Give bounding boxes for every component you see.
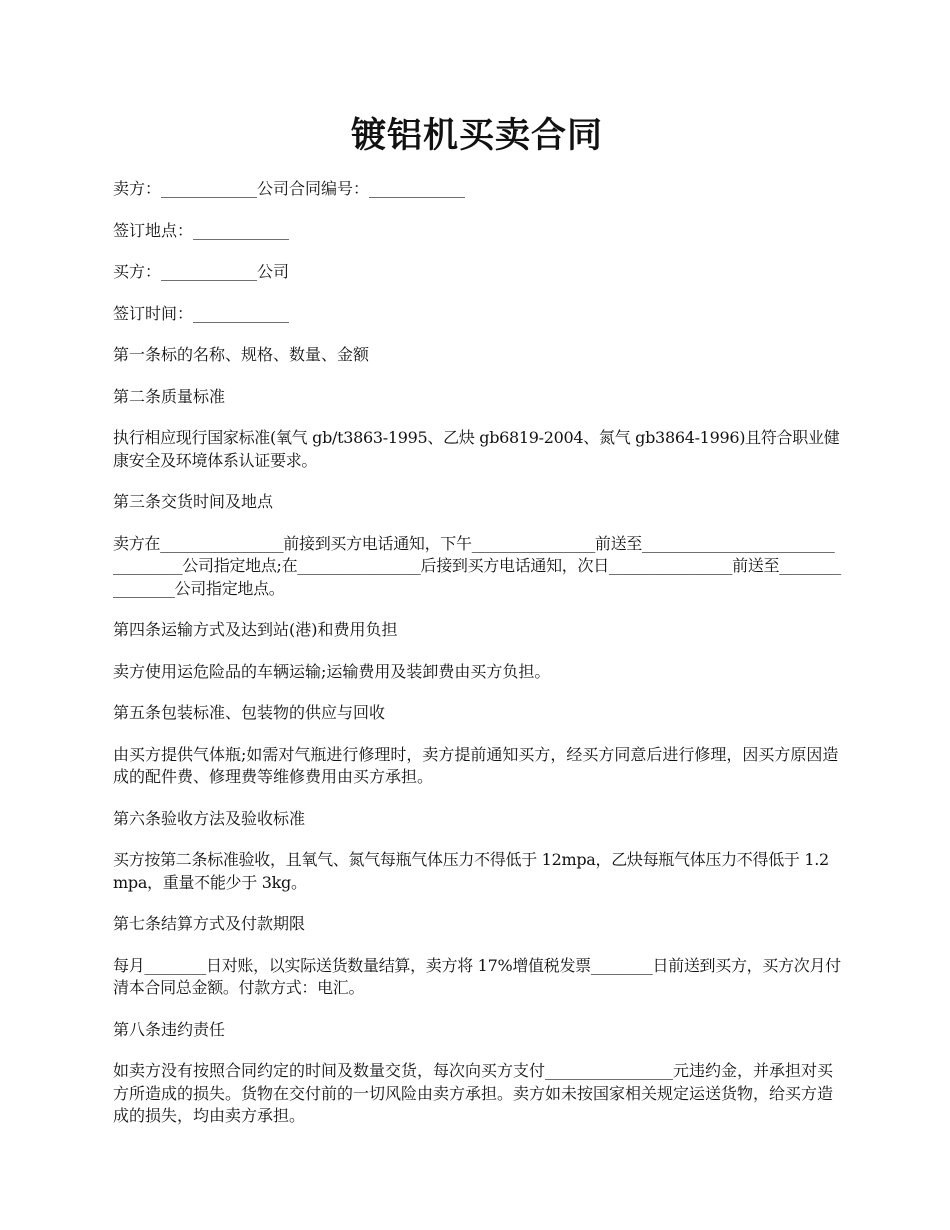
article-8-heading: 第八条违约责任	[113, 1019, 226, 1039]
article-4-body: 卖方使用运危险品的车辆运输;运输费用及装卸费由买方负担。	[113, 661, 551, 681]
signing-place-line: 签订地点：____________	[113, 220, 290, 240]
article-6-heading: 第六条验收方法及验收标准	[113, 808, 306, 828]
signing-time-line: 签订时间：____________	[113, 303, 290, 323]
article-1-heading: 第一条标的名称、规格、数量、金额	[113, 345, 370, 364]
article-5-heading: 第五条包装标准、包装物的供应与回收	[113, 703, 386, 722]
article-2-heading: 第二条质量标准	[113, 386, 226, 406]
article-8-body: 如卖方没有按照合同约定的时间及数量交货，每次向买方支付________________元违约金，并承担对买方所造成的损失。货物在交付前的一切风险由卖方承担。卖方如未按国家相关规定运送货物，给买方造成的损失，均由卖方承担。	[113, 1061, 834, 1125]
article-5-body: 由买方提供气体瓶;如需对气瓶进行修理时，卖方提前通知买方，经买方同意后进行修理，因买方原因造成的配件费、修理费等维修费用由买方承担。	[113, 744, 839, 786]
buyer-line: 买方：____________公司	[113, 262, 290, 281]
article-3-heading: 第三条交货时间及地点	[113, 492, 274, 511]
article-4-heading: 第四条运输方式及达到站(港)和费用负担	[113, 620, 398, 639]
contract-page	[113, 108, 841, 1147]
article-2-body: 执行相应现行国家标准(氧气 gb/t3863-1995、乙炔 gb6819-2004、氮气 gb3864-1996)且符合职业健康安全及环境体系认证要求。	[113, 428, 840, 470]
document-title: 镀铝机买卖合同	[350, 115, 603, 156]
seller-line: 卖方：____________公司合同编号：____________	[113, 179, 466, 198]
article-7-heading: 第七条结算方式及付款期限	[113, 914, 306, 933]
article-3-body: 卖方在________________前接到买方电话通知，下午________________前送至__________________________________公司指定地点;在________________后接到买方电话通知，次日________________前送至________________公司指定地点。	[113, 533, 841, 598]
article-6-body: 买方按第二条标准验收，且氧气、氮气每瓶气体压力不得低于 12mpa，乙炔每瓶气体压力不得低于 1.2mpa，重量不能少于 3kg。	[113, 850, 829, 892]
article-7-body: 每月________日对账，以实际送货数量结算，卖方将 17%增值税发票________日前送到买方，买方次月付清本合同总金额。付款方式：电汇。	[113, 955, 841, 997]
